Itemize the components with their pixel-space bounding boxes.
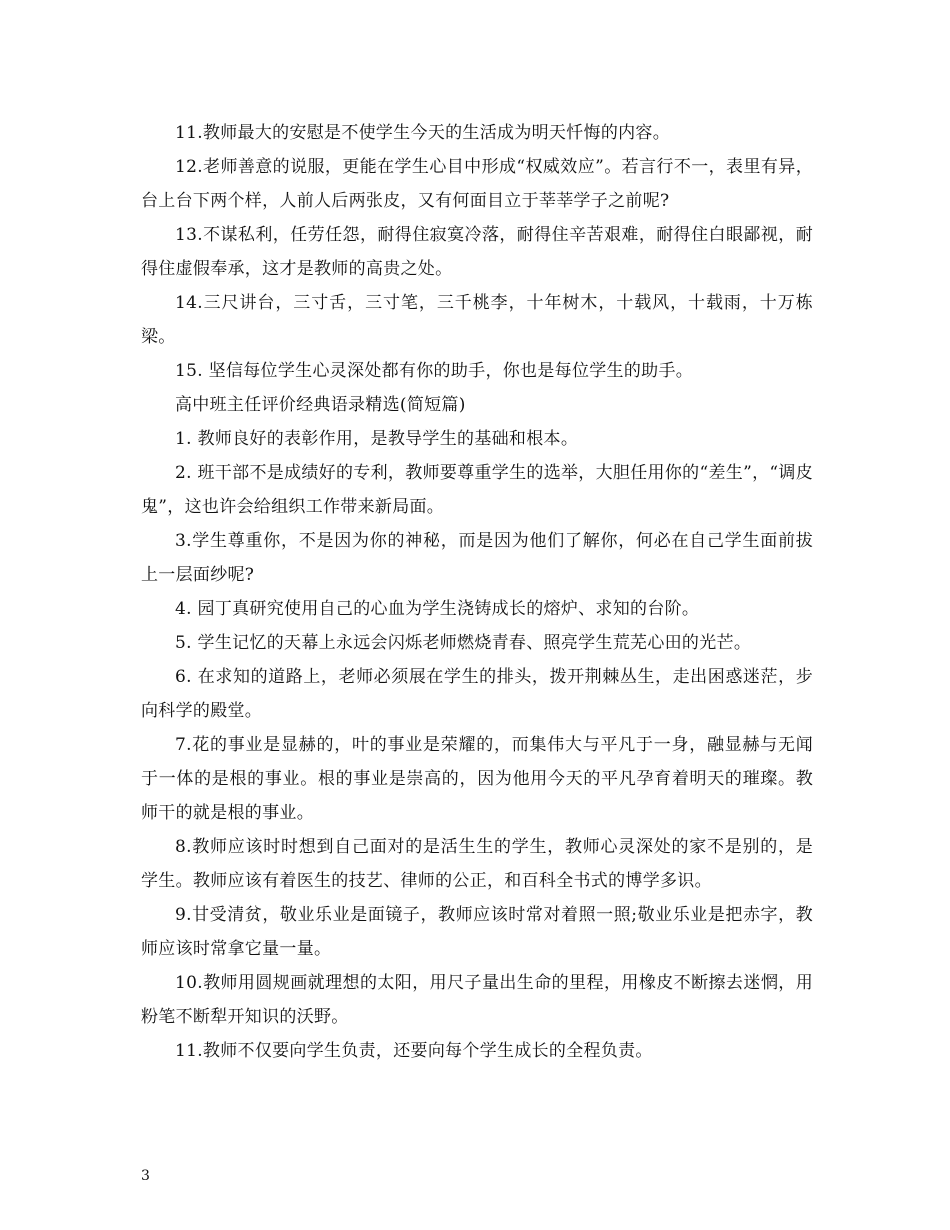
paragraph-9: 4. 园丁真研究使用自己的心血为学生浇铸成长的熔炉、求知的台阶。 <box>175 599 700 619</box>
paragraph-16: 11.教师不仅要向学生负责，还要向每个学生成长的全程负责。 <box>175 1041 653 1061</box>
paragraph-14: 9.甘受清贫，敬业乐业是面镜子，教师应该时常对着照一照;敬业乐业是把赤字，教师应该时常拿它量一量。 <box>141 905 813 959</box>
paragraph-10: 5. 学生记忆的天幕上永远会闪烁老师燃烧青春、照亮学生荒芜心田的光芒。 <box>175 633 752 653</box>
paragraph-2: 12.老师善意的说服，更能在学生心目中形成“权威效应”。若言行不一，表里有异，台上台下两个样，人前人后两张皮，又有何面目立于莘莘学子之前呢? <box>141 157 813 211</box>
paragraph-13: 8.教师应该时时想到自己面对的是活生生的学生，教师心灵深处的家不是别的，是学生。教师应该有着医生的技艺、律师的公正，和百科全书式的博学多识。 <box>141 837 813 891</box>
paragraph-3: 13.不谋私利，任劳任怨，耐得住寂寞冷落，耐得住辛苦艰难，耐得住白眼鄙视，耐得住虚假奉承，这才是教师的高贵之处。 <box>141 225 813 279</box>
paragraph-1: 11.教师最大的安慰是不使学生今天的生活成为明天忏悔的内容。 <box>175 123 671 143</box>
paragraph-11: 6. 在求知的道路上，老师必须展在学生的排头，拨开荆棘丛生，走出困惑迷茫，步向科学的殿堂。 <box>141 667 813 721</box>
page-number: 3 <box>141 1168 150 1184</box>
paragraph-8: 3.学生尊重你，不是因为你的神秘，而是因为他们了解你，何必在自己学生面前拔上一层面纱呢? <box>141 531 813 585</box>
paragraph-5: 15. 坚信每位学生心灵深处都有你的助手，你也是每位学生的助手。 <box>175 361 694 381</box>
document-body <box>141 116 813 1068</box>
paragraph-4: 14.三尺讲台，三寸舌，三寸笔，三千桃李，十年树木，十载风，十载雨，十万栋梁。 <box>141 293 813 347</box>
paragraph-12: 7.花的事业是显赫的，叶的事业是荣耀的，而集伟大与平凡于一身，融显赫与无闻于一体的是根的事业。根的事业是崇高的，因为他用今天的平凡孕育着明天的璀璨。教师干的就是根的事业。 <box>141 735 813 823</box>
paragraph-6: 1. 教师良好的表彰作用，是教导学生的基础和根本。 <box>175 429 579 449</box>
section-heading: 高中班主任评价经典语录精选(简短篇) <box>175 395 466 415</box>
paragraph-15: 10.教师用圆规画就理想的太阳，用尺子量出生命的里程，用橡皮不断擦去迷惘，用粉笔不断犁开知识的沃野。 <box>141 973 813 1027</box>
paragraph-7: 2. 班干部不是成绩好的专利，教师要尊重学生的选举，大胆任用你的“差生”，“调皮鬼”，这也许会给组织工作带来新局面。 <box>141 463 813 517</box>
